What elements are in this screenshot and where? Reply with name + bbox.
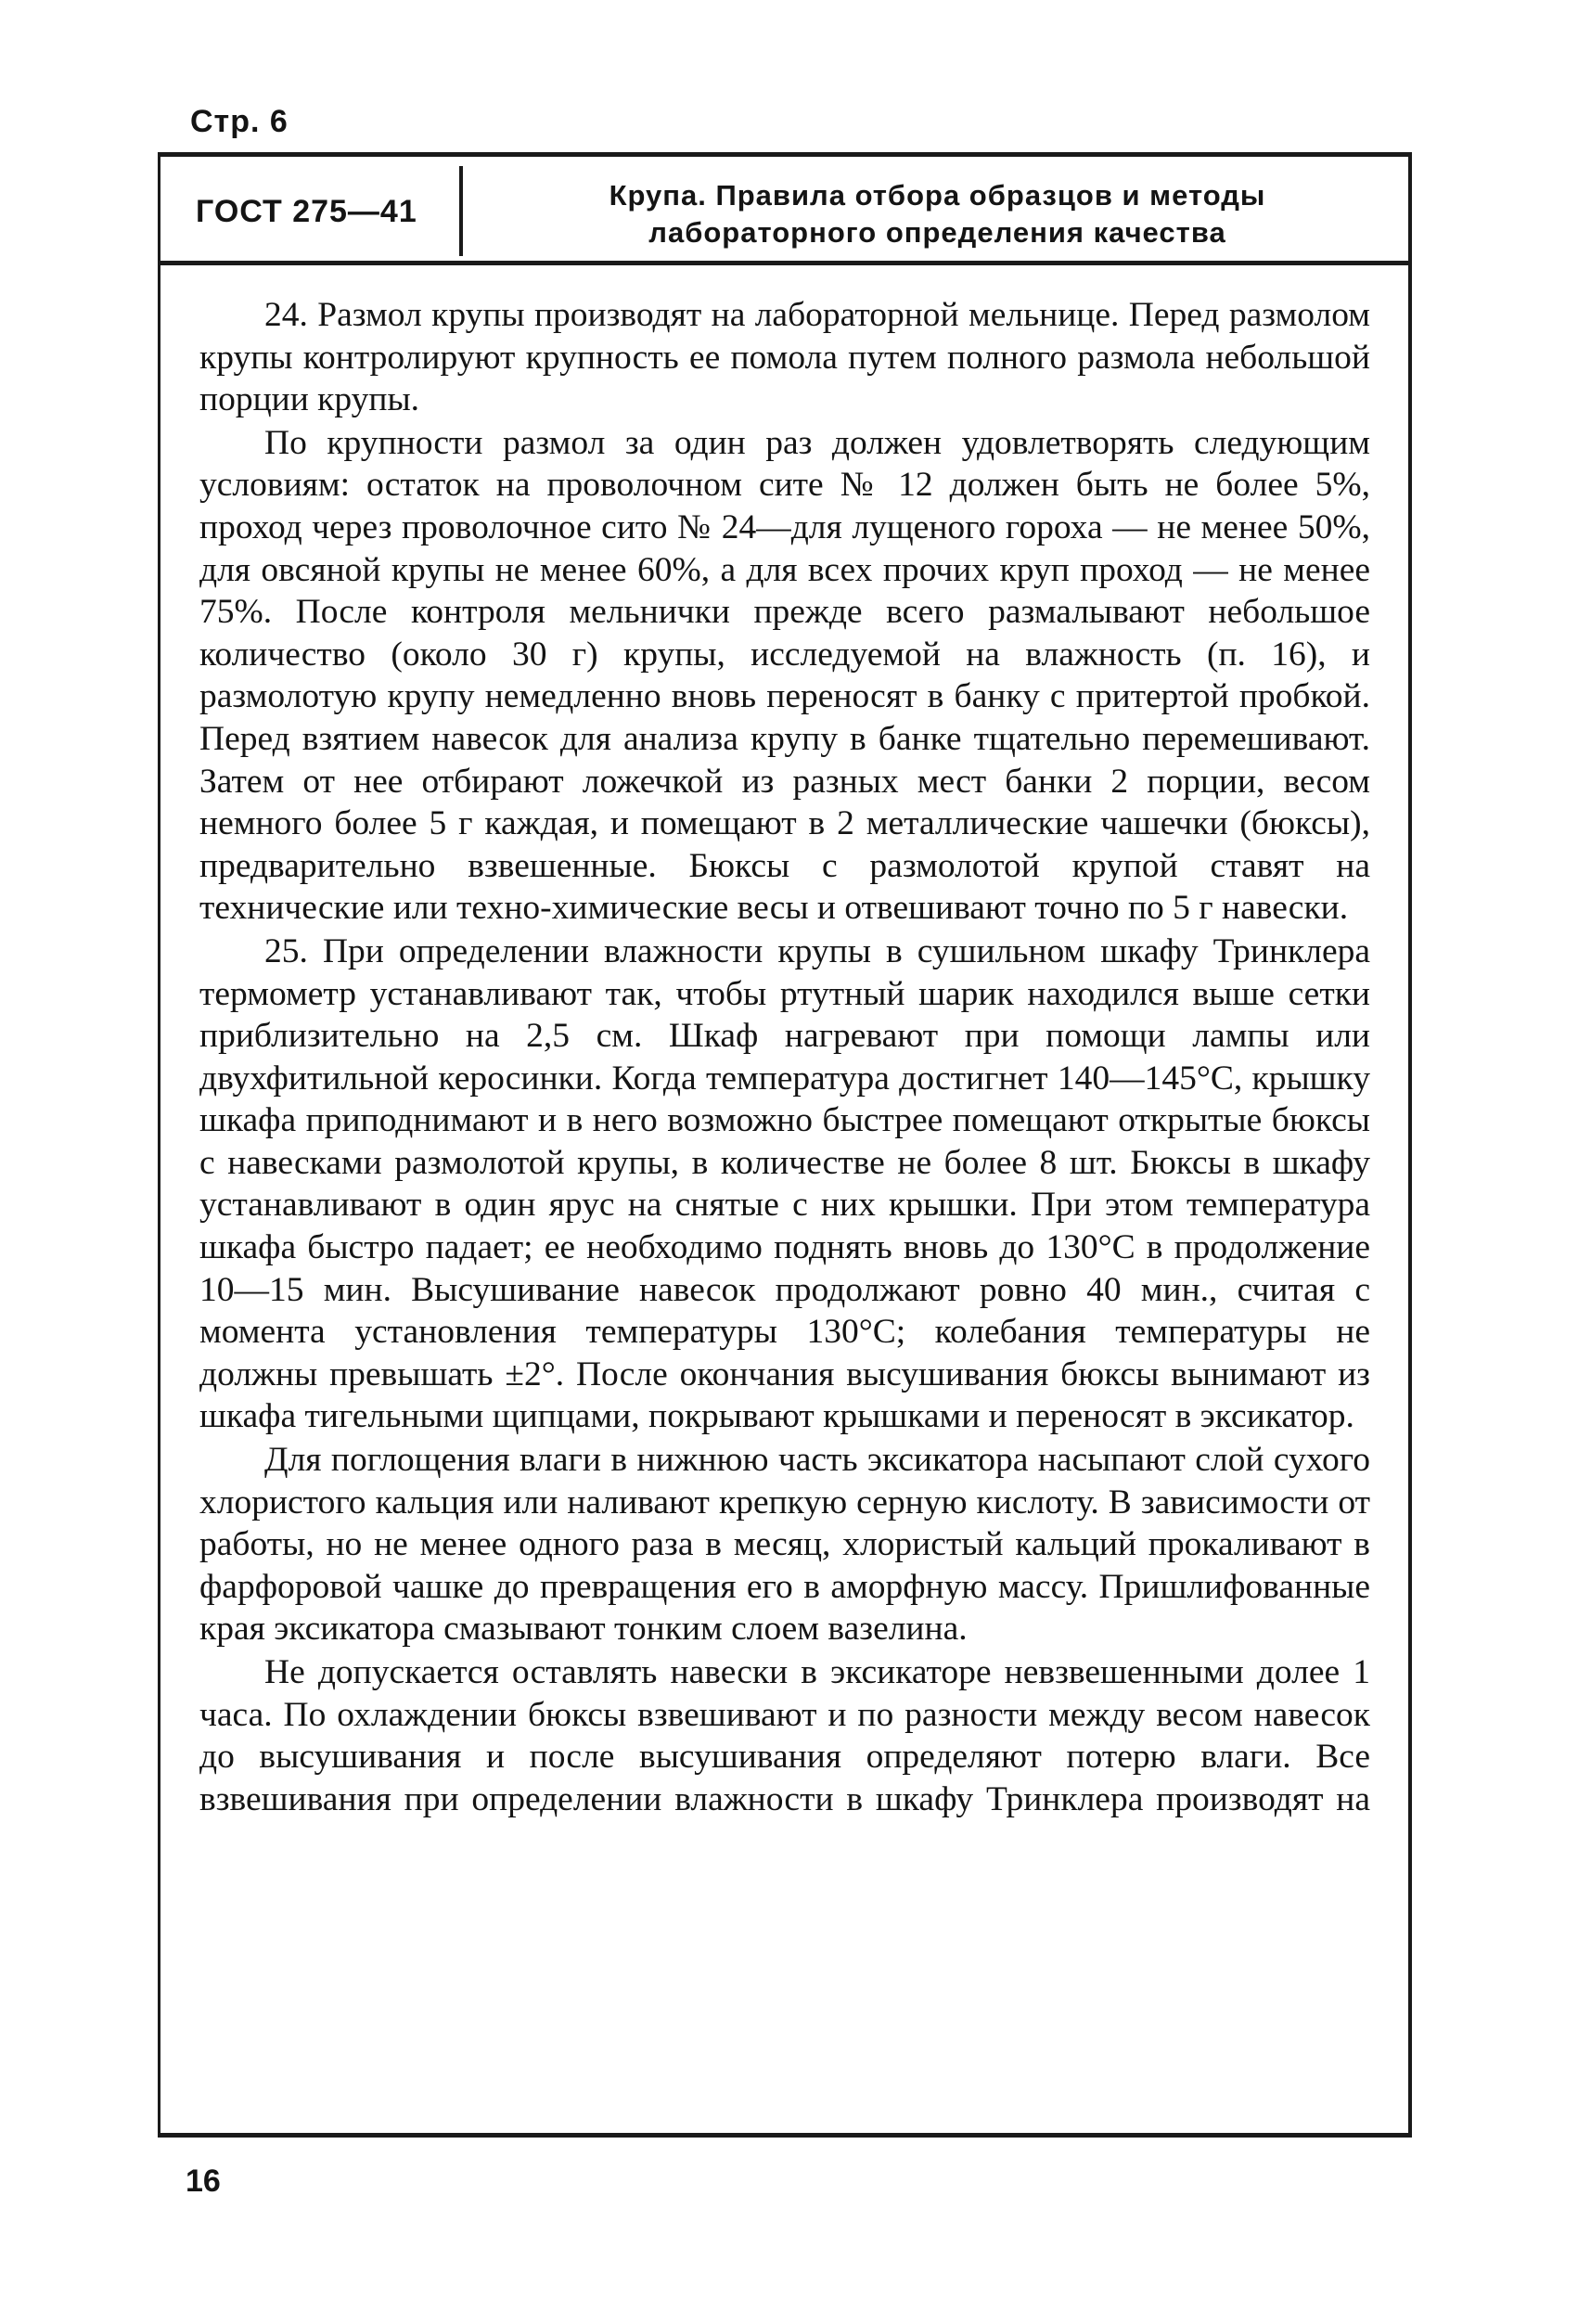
document-title: [467, 177, 1408, 251]
title-line-1: Крупа. Правила отбора образцов и методы: [609, 179, 1266, 212]
page-frame: [158, 152, 1412, 2138]
title-line-2: лабораторного определения качества: [648, 216, 1226, 249]
paragraph-desiccant: Для поглощения влаги в нижнюю часть эксикатора насыпают слой сухого хлористого кальция или наливают крепкую серную кислоту. В зависимости от работы, но не менее одного раза в месяц, хлористый кальций прокаливают в фарфоровой чашке до превращения его в аморфную массу. Пришлифованные края эксикатора смазывают тонким слоем вазелина.: [199, 1441, 1370, 1649]
paragraph-fineness: По крупности размол за один раз должен удовлетворять следующим условиям: остаток на проволочном сите № 12 должен быть не более 5%, проход через проволочное сито № 24—для лущеного гороха — не менее 50%, для овсяной крупы не менее 60%, а для всех прочих круп проход — не менее 75%. После контроля мельнички прежде всего размалывают небольшое количество (около 30 г) крупы, исследуемой на влажность (п. 16), и размолотую крупу немедленно вновь переносят в банку с притертой пробкой. Перед взятием навесок для анализа крупу в банке тщательно перемешивают. Затем от нее отбирают ложечкой из разных мест банки 2 порции, весом немного более 5 г каждая, и помещают в 2 металлические чашечки (бюксы), предварительно взвешенные. Бюксы с размолотой крупой ставят на технические или техно-химические весы и отвешивают точно по 5 г навески.: [199, 423, 1370, 928]
paragraph-weighing: Не допускается оставлять навески в эксикаторе невзвешенными долее 1 часа. По охлаждении бюксы взвешивают и по разности между весом навесок до высушивания и после высушивания определяют потерю влаги. Все взвешивания при определении влажности в шкафу Тринклера производят на: [199, 1653, 1370, 1818]
header-divider: [459, 166, 463, 256]
page-label: Стр. 6: [190, 104, 289, 139]
paragraph-25: 25. При определении влажности крупы в сушильном шкафу Тринклера термометр устанавливают так, чтобы ртутный шарик находился выше сетки приблизительно на 2,5 см. Шкаф нагревают при помощи лампы или двухфитильной керосинки. Когда температура достигнет 140—145°С, крышку шкафа приподнимают и в него возможно быстрее помещают открытые бюксы с навесками размолотой крупы, в количестве не более 8 шт. Бюксы в шкафу устанавливают в один ярус на снятые с них крышки. При этом температура шкафа быстро падает; ее необходимо поднять вновь до 130°С в продолжение 10—15 мин. Высушивание навесок продолжают ровно 40 мин., считая с момента установления температуры 130°С; колебания температуры не должны превышать ±2°. После окончания высушивания бюксы вынимают из шкафа тигельными щипцами, покрывают крышками и переносят в эксикатор.: [199, 931, 1370, 1436]
paragraph-24: 24. Размол крупы производят на лабораторной мельнице. Перед размолом крупы контролируют крупность ее помола путем полного размола небольшой порции крупы.: [199, 296, 1370, 419]
body-text: [199, 294, 1370, 1820]
document-header: [160, 157, 1408, 265]
page-number: 16: [186, 2164, 221, 2199]
gost-code: ГОСТ 275—41: [196, 194, 417, 229]
